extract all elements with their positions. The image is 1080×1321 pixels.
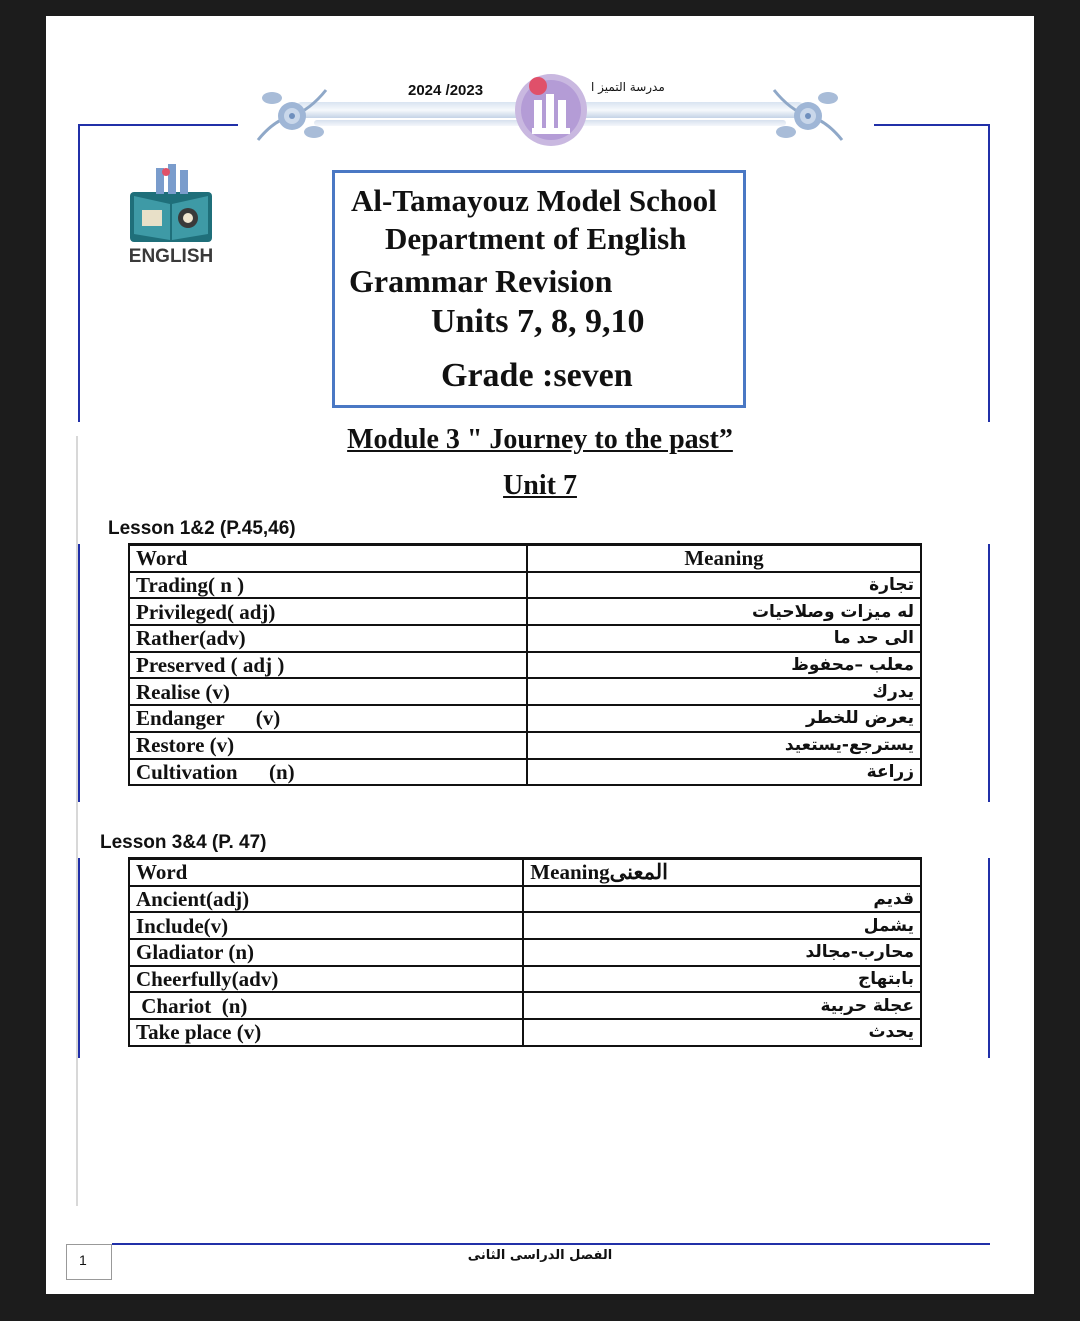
word-cell: Chariot (n) — [129, 992, 523, 1019]
flower-left-icon — [254, 80, 330, 150]
column-header-meaning: Meaning — [527, 545, 921, 572]
book-logo-icon — [126, 164, 216, 248]
meaning-cell: عجلة حربية — [523, 992, 921, 1019]
table-row — [129, 1019, 921, 1046]
meaning-cell: الى حد ما — [527, 625, 921, 652]
flower-right-icon — [770, 80, 846, 150]
meaning-cell: يحدث — [523, 1019, 921, 1046]
grade-title: Grade :seven — [441, 357, 633, 394]
table-row — [129, 966, 921, 993]
table-header-row — [129, 859, 921, 886]
subject-title: Grammar Revision — [349, 263, 613, 299]
word-cell: Rather(adv) — [129, 625, 527, 652]
table-row — [129, 652, 921, 679]
frame-top-left — [78, 124, 238, 126]
word-cell: Realise (v) — [129, 678, 527, 705]
lesson-heading: Lesson 1&2 (P.45,46) — [108, 518, 296, 539]
word-cell: Privileged( adj) — [129, 598, 527, 625]
table-row — [129, 912, 921, 939]
frame-left-top — [78, 124, 80, 422]
column-header-word: Word — [129, 859, 523, 886]
word-cell: Gladiator (n) — [129, 939, 523, 966]
meaning-cell: يشمل — [523, 912, 921, 939]
meaning-cell: محارب-مجالد — [523, 939, 921, 966]
table-row — [129, 705, 921, 732]
meaning-cell: قديم — [523, 886, 921, 913]
table-row — [129, 598, 921, 625]
header-banner — [254, 72, 846, 152]
meaning-cell: له ميزات وصلاحيات — [527, 598, 921, 625]
word-cell: Ancient(adj) — [129, 886, 523, 913]
frame-top-right — [874, 124, 990, 126]
meaning-cell: معلب –محفوظ — [527, 652, 921, 679]
table-row — [129, 759, 921, 786]
frame-left-low — [78, 858, 80, 1058]
english-label: ENGLISH — [128, 246, 214, 267]
word-cell: Take place (v) — [129, 1019, 523, 1046]
footer-rule — [112, 1243, 990, 1245]
lesson-heading: Lesson 3&4 (P. 47) — [100, 832, 267, 853]
department-name: Department of English — [385, 221, 687, 256]
column-header-word: Word — [129, 545, 527, 572]
word-cell: Preserved ( adj ) — [129, 652, 527, 679]
word-cell: Trading( n ) — [129, 572, 527, 599]
frame-right-low — [988, 858, 990, 1058]
frame-left-mid — [78, 544, 80, 802]
academic-year: 2024 /2023 — [408, 82, 484, 99]
meaning-cell: بابتهاج — [523, 966, 921, 993]
table-row — [129, 939, 921, 966]
school-name: Al-Tamayouz Model School — [351, 183, 717, 218]
table-row — [129, 678, 921, 705]
meaning-cell: زراعة — [527, 759, 921, 786]
unit-heading: Unit 7 — [503, 470, 577, 501]
title-box — [332, 170, 746, 408]
meaning-cell: يدرك — [527, 678, 921, 705]
word-cell: Include(v) — [129, 912, 523, 939]
school-logo-icon — [512, 70, 590, 148]
vocab-table-lesson1 — [128, 543, 922, 786]
word-cell: Endanger (v) — [129, 705, 527, 732]
table-row — [129, 992, 921, 1019]
vocab-table-lesson2 — [128, 857, 922, 1047]
english-dept-logo — [126, 164, 216, 272]
document-page — [46, 16, 1034, 1294]
table-row — [129, 732, 921, 759]
page-number: 1 — [66, 1244, 112, 1280]
meaning-cell: يعرض للخطر — [527, 705, 921, 732]
meaning-cell: تجارة — [527, 572, 921, 599]
meaning-cell: يسترجع-يستعيد — [527, 732, 921, 759]
units-title: Units 7, 8, 9,10 — [431, 303, 645, 340]
module-heading: Module 3 " Journey to the past” — [347, 424, 733, 455]
table-row — [129, 625, 921, 652]
frame-right-mid — [988, 544, 990, 802]
word-cell: Cheerfully(adv) — [129, 966, 523, 993]
table-header-row — [129, 545, 921, 572]
table-row — [129, 572, 921, 599]
column-header-meaning: المعنىMeaning — [523, 859, 921, 886]
school-name-arabic: مدرسة التميز ا — [591, 80, 665, 94]
page-edge-shade — [76, 436, 78, 1206]
table-row — [129, 886, 921, 913]
word-cell: Cultivation (n) — [129, 759, 527, 786]
word-cell: Restore (v) — [129, 732, 527, 759]
frame-right-top — [988, 124, 990, 422]
footer-semester: الفصل الدراسى الثانى — [467, 1248, 613, 1263]
